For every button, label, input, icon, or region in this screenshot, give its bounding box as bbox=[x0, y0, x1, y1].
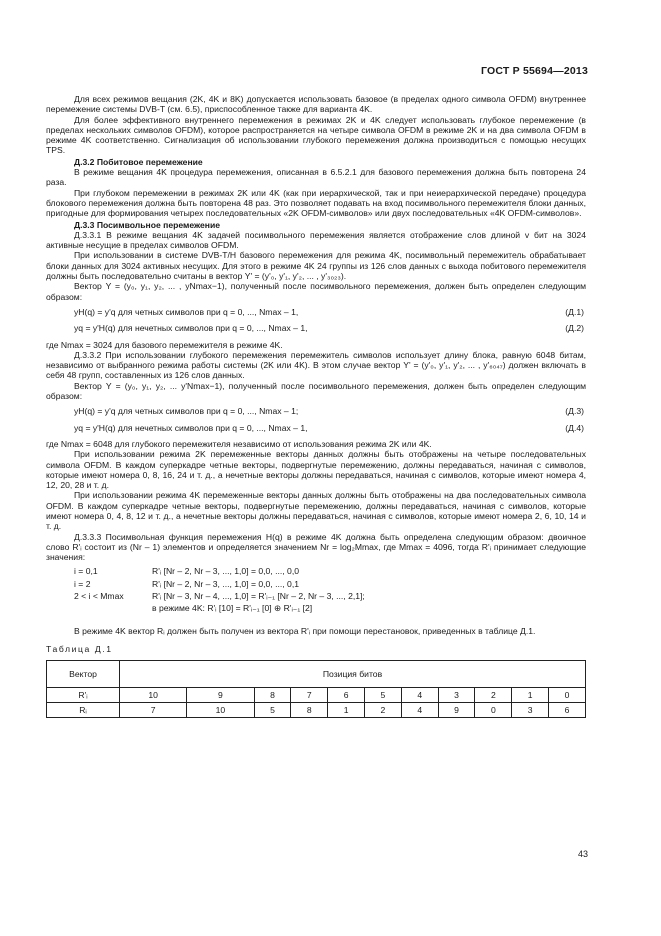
paragraph: Д.3.3.1 В режиме вещания 4K задачей посимвольного перемежения является отображение слов длиной v бит на 3024 активные несущие в пределах символов OFDM. bbox=[46, 229, 586, 251]
table-cell: 10 bbox=[120, 688, 187, 703]
page-number: 43 bbox=[577, 849, 588, 859]
condition-label: i = 2 bbox=[74, 578, 91, 589]
paragraph: В режиме 4K вектор Rᵢ должен быть получен из вектора R'ᵢ при помощи перестановок, приведенных в таблице Д.1. bbox=[74, 625, 536, 636]
paragraph: где Nmax = 3024 для базового перемежителя в режиме 4K. bbox=[46, 339, 283, 350]
table-header-row bbox=[47, 661, 586, 688]
table-caption: Таблица Д.1 bbox=[46, 643, 113, 654]
table-cell: 9 bbox=[187, 688, 254, 703]
table-cell: 1 bbox=[512, 688, 549, 703]
table-cell: 7 bbox=[291, 688, 328, 703]
row-label: Rᵢ bbox=[47, 703, 120, 718]
formula-number: (Д.1) bbox=[565, 306, 584, 317]
table-cell: 8 bbox=[291, 703, 328, 718]
table-cell: 3 bbox=[512, 703, 549, 718]
paragraph: При использовании режима 4K перемеженные векторы данных должны быть отображены на два последовательных символа OFDM. В каждом суперкадре четные векторы, подвергнутые перемежению, должны передаваться, начиная с символов, которые имеют номера 0, 4, 8, 12 и т. д., а нечетные векторы должны передаваться, начиная с символов, которые имеют номера 2, 6, 10, 14 и т. д. bbox=[46, 490, 586, 532]
table-cell: 3 bbox=[438, 688, 475, 703]
condition-expression: R'ᵢ [Nr – 2, Nr – 3, ..., 1,0] = 0,0, ..., 0,0 bbox=[152, 566, 300, 577]
condition-label: 2 < i < Mmax bbox=[74, 591, 124, 602]
condition-expression: в режиме 4K: R'ᵢ [10] = R'ᵢ₋₁ [0] ⊕ R'ᵢ₋₁ [2] bbox=[152, 603, 313, 614]
table-cell: 8 bbox=[254, 688, 291, 703]
column-header-bit-position: Позиция битов bbox=[120, 661, 586, 688]
formula-number: (Д.4) bbox=[565, 422, 584, 433]
formula-number: (Д.2) bbox=[565, 323, 584, 334]
formula-number: (Д.3) bbox=[565, 406, 584, 417]
table-cell: 0 bbox=[549, 688, 586, 703]
table-cell: 1 bbox=[328, 703, 365, 718]
paragraph: При использовании в системе DVB-T/H базового перемежения для режима 4K, посимвольный перемежитель обрабатывает блоки данных для 3024 активных несущих. Для этого в режиме 4K 24 группы из 126 слов данных с выхода побитового перемежителя должны быть последовательно считаны в вектор Y' = (y'₀, y'₁, y'₂, ... , y'₃₀₂₃). bbox=[46, 250, 586, 282]
paragraph: Для более эффективного внутреннего перемежения в режимах 2K и 4K следует использовать глубокое перемежение (в пределах нескольких символов OFDM), которое распространяется на четыре символа OFDM в режиме 2K и на два символа OFDM в режиме 4K соответственно. Сигнализация об использовании глубокого перемежения должна производиться с помощью несущих TPS. bbox=[46, 114, 586, 156]
table-cell: 2 bbox=[365, 703, 402, 718]
table-cell: 5 bbox=[254, 703, 291, 718]
paragraph: Вектор Y = (y₀, y₁, y₂, ... y'Nmax−1), полученный после посимвольного перемежения, должен быть определен следующим образом: bbox=[46, 380, 586, 402]
table-cell: 6 bbox=[328, 688, 365, 703]
table-cell: 10 bbox=[187, 703, 254, 718]
formula-text: yH(q) = y'q для четных символов при q = 0, ..., Nmax – 1; bbox=[74, 406, 299, 417]
bit-permutation-table bbox=[46, 660, 586, 718]
table-row bbox=[47, 703, 586, 718]
formula-text: yH(q) = y'q для четных символов при q = 0, ..., Nmax – 1, bbox=[74, 306, 299, 317]
formula-d2 bbox=[46, 323, 586, 333]
table-cell: 6 bbox=[549, 703, 586, 718]
paragraph: При использовании режима 2K перемеженные векторы данных должны быть отображены на четыре последовательных символа OFDM. В каждом суперкадре четные векторы, подвергнутые перемежению, должны передаваться, начиная с символов, которые имеют номера 0, 8, 16, 24 и т. д., а нечетные векторы должны передаваться, начиная с символов, которые имеют номера 4, 12, 20, 28 и т. д. bbox=[46, 449, 586, 491]
formula-text: yq = y'H(q) для нечетных символов при q = 0, ..., Nmax – 1, bbox=[74, 323, 308, 334]
condition-label: i = 0,1 bbox=[74, 566, 98, 577]
paragraph: Д.3.3.2 При использовании глубокого перемежения перемежитель символов использует длину блока, равную 6048 битам, независимо от выбранного режима работы системы (2K или 4K). В этом случае вектор Y' = (y'₀, y'₁, y'₂, ... , y'₆₀₄₇) должен включать в себя 48 групп, составленных из 126 слов данных. bbox=[46, 349, 586, 381]
condition-label bbox=[74, 603, 152, 613]
table-cell: 2 bbox=[475, 688, 512, 703]
column-header-vector: Вектор bbox=[47, 661, 120, 688]
table-cell: 9 bbox=[438, 703, 475, 718]
paragraph: Д.3.3.3 Посимвольная функция перемежения H(q) в режиме 4K должна быть определена следующим образом: двоичное слово R'ᵢ состоит из (Nr – 1) элементов и определяется значением Nr = log₂Mmax, где Mmax = 4096, тогда R'ᵢ принимает следующие значения: bbox=[46, 531, 586, 563]
section-heading-d32: Д.3.2 Побитовое перемежение bbox=[74, 156, 203, 167]
table-cell: 4 bbox=[401, 703, 438, 718]
standard-header: ГОСТ Р 55694—2013 bbox=[480, 65, 588, 77]
condition-expression: R'ᵢ [Nr – 2, Nr – 3, ..., 1,0] = 0,0, ..., 0,1 bbox=[152, 578, 300, 589]
condition-list bbox=[46, 566, 586, 613]
table-row bbox=[47, 688, 586, 703]
condition-expression: R'ᵢ [Nr – 3, Nr – 4, ..., 1,0] = R'ᵢ₋₁ [Nr – 2, Nr – 3, ..., 2,1]; bbox=[152, 591, 365, 602]
formula-d1 bbox=[46, 307, 586, 317]
paragraph: При глубоком перемежении в режимах 2K или 4K (как при иерархической, так и при неиерархической передаче) процедура блокового перемежения должна быть повторена 48 раз. Это позволяет подавать на вход посимвольного перемежителя блоки данных, пригодные для формирования четырех последовательных «2K OFDM-символов» или двух последовательных «4K OFDM-символов». bbox=[46, 187, 586, 219]
table-cell: 5 bbox=[365, 688, 402, 703]
formula-d4 bbox=[46, 423, 586, 433]
page-content bbox=[46, 94, 586, 718]
paragraph: где Nmax = 6048 для глубокого перемежителя независимо от использования режима 2K или 4K. bbox=[46, 438, 432, 449]
table-cell: 7 bbox=[120, 703, 187, 718]
paragraph: Вектор Y = (y₀, y₁, y₂, ... , yNmax−1), полученный после посимвольного перемежения, должен быть определен следующим образом: bbox=[46, 281, 586, 302]
table-cell: 0 bbox=[475, 703, 512, 718]
table-cell: 4 bbox=[401, 688, 438, 703]
formula-d3 bbox=[46, 406, 586, 416]
formula-text: yq = y'H(q) для нечетных символов при q = 0, ..., Nmax – 1, bbox=[74, 422, 308, 433]
section-heading-d33: Д.3.3 Посимвольное перемежение bbox=[74, 219, 221, 230]
paragraph: Для всех режимов вещания (2K, 4K и 8K) допускается использовать базовое (в пределах одного символа OFDM) внутреннее перемежение системы DVB-T (см. 6.5), приспособленное также для варианта 4K. bbox=[46, 94, 586, 115]
paragraph: В режиме вещания 4K процедура перемежения, описанная в 6.5.2.1 для базового перемежения должна быть повторена 24 раза. bbox=[46, 167, 586, 188]
row-label: R'ᵢ bbox=[47, 688, 120, 703]
